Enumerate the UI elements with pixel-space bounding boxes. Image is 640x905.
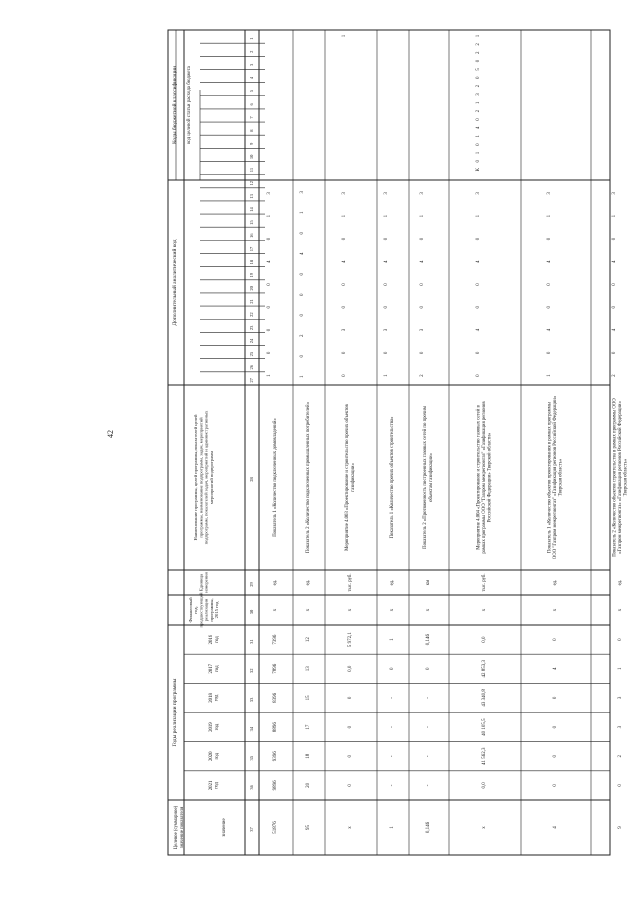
code-digit: 0 <box>476 237 481 241</box>
code-digit: 1 <box>420 214 425 218</box>
code-digit: 1 <box>342 214 347 218</box>
code-digit: 3 <box>300 191 305 194</box>
header-fin-year: реализации <box>203 598 209 622</box>
code-digit: 2 <box>612 374 617 377</box>
budget-code-digit: 5 <box>476 68 481 71</box>
code-digit: 0 <box>342 283 347 286</box>
code-digit: 3 <box>547 192 552 195</box>
year-label: год <box>214 752 220 760</box>
row-year-value: 1 <box>390 638 395 641</box>
code-digit: 0 <box>300 232 305 235</box>
code-digit: 0 <box>612 283 617 286</box>
code-digit: 0 <box>612 351 617 355</box>
code-digit: 3 <box>384 192 389 195</box>
column-number: 7 <box>249 116 254 119</box>
code-digit: 0 <box>342 374 347 377</box>
column-number: 31 <box>249 639 254 644</box>
year-label: 2018 <box>209 693 215 703</box>
row-year-value: 13 <box>306 666 311 672</box>
row-year-value: 17 <box>306 724 311 730</box>
header-name: мероприятий подпрограмм <box>208 451 214 504</box>
column-number: 1 <box>249 37 254 40</box>
column-number: 6 <box>249 103 254 106</box>
budget-code-digit: 2 <box>476 51 481 54</box>
row-target: 95 <box>306 825 311 830</box>
code-digit: 0 <box>420 351 425 355</box>
code-digit: 0 <box>300 293 305 296</box>
header-fin-year: Финансовый <box>187 597 193 623</box>
code-digit: 1 <box>476 214 481 218</box>
header-value: значение <box>222 818 227 837</box>
row-name: Показатель 1 «Количество подключенных домовладений» <box>273 418 278 537</box>
code-digit: 3 <box>384 328 389 332</box>
row-base-year: х <box>482 608 487 612</box>
code-digit: 2 <box>300 334 305 337</box>
code-digit: 0 <box>267 306 272 309</box>
column-number: 30 <box>249 609 254 615</box>
code-digit: 1 <box>384 374 389 377</box>
row-year-value: 3 <box>618 696 623 700</box>
code-digit: 0 <box>476 306 481 309</box>
header-name: программы, наименование подпрограмм, задач, мероприятий <box>198 417 204 538</box>
row-year-value: 8896 <box>273 722 278 733</box>
code-digit: 1 <box>300 375 305 378</box>
header-additional-code: Дополнительный аналитический код <box>172 239 178 326</box>
code-digit: 4 <box>476 328 481 332</box>
row-year-value: 0 <box>553 784 558 787</box>
code-digit: 1 <box>547 214 552 218</box>
code-digit: 0 <box>420 306 425 309</box>
row-year-value: 42 853,3 <box>482 660 487 678</box>
code-digit: 0 <box>476 283 481 286</box>
code-digit: 3 <box>420 328 425 332</box>
row-unit: ед. <box>553 579 558 586</box>
row-target: 4 <box>553 826 558 829</box>
column-number: 3 <box>249 63 254 66</box>
row-name: Тверская область» <box>623 458 629 497</box>
column-number: 24 <box>249 338 254 344</box>
year-label: год <box>214 694 220 702</box>
column-number: 20 <box>249 286 254 291</box>
year-label: 2016 <box>209 634 215 645</box>
row-year-value: 7396 <box>273 634 278 645</box>
budget-code-digit: 2 <box>476 43 481 46</box>
budget-code-digit: 4 <box>476 126 481 130</box>
column-number: 37 <box>249 827 254 832</box>
column-number: 21 <box>249 299 254 304</box>
code-digit: 1 <box>547 374 552 377</box>
row-unit: тыс. руб. <box>348 573 353 592</box>
year-label: год <box>214 723 220 731</box>
row-name: Показатель 2 «Количество объектов строительства в рамках программы ООО <box>612 398 618 557</box>
row-year-value: 40 105,5 <box>482 718 487 736</box>
code-digit: 0 <box>547 283 552 286</box>
column-number: 18 <box>249 259 254 265</box>
code-digit: 0 <box>300 355 305 358</box>
code-digit: 0 <box>547 306 552 309</box>
row-base-year: х <box>273 608 278 612</box>
budget-code-digit: 3 <box>476 93 481 96</box>
budget-code-digit: К <box>476 167 481 172</box>
row-name: газификации» <box>350 463 356 492</box>
row-year-value: 0 <box>553 638 558 641</box>
row-unit: ед. <box>618 579 623 586</box>
budget-code-digit: 0 <box>476 160 481 163</box>
code-digit: 0 <box>384 351 389 355</box>
budget-code-digit: 1 <box>476 134 481 138</box>
code-digit: 0 <box>476 351 481 355</box>
row-year-value: - <box>390 784 395 787</box>
budget-code-digit: 1 <box>342 34 347 38</box>
row-target: х <box>482 826 487 829</box>
row-year-value: 12 <box>306 637 311 643</box>
column-number: 26 <box>249 365 254 370</box>
code-digit: 3 <box>267 192 272 195</box>
header-name: подпрограмм, показателей задач, мероприятий и административных <box>203 410 209 545</box>
year-label: год <box>214 782 220 789</box>
code-digit: 0 <box>420 237 425 241</box>
row-unit: км <box>426 579 431 586</box>
column-number: 22 <box>249 312 254 317</box>
column-number: 19 <box>249 272 254 278</box>
header-years: Годы реализации программы <box>172 678 178 747</box>
code-digit: 0 <box>384 306 389 309</box>
row-year-value: 0 <box>426 667 431 670</box>
code-digit: 0 <box>384 283 389 286</box>
row-target: 9 <box>618 826 623 829</box>
row-name: рамках программы ООО "Газпром межрегионгаз" «Газификация регионов <box>482 401 487 554</box>
row-year-value: - <box>426 726 431 728</box>
code-digit: 0 <box>342 237 347 241</box>
row-year-value: - <box>426 784 431 787</box>
row-target: х <box>348 826 353 829</box>
row-year-value: - <box>390 697 395 699</box>
code-digit: 1 <box>300 211 305 214</box>
row-year-value: - <box>390 726 395 728</box>
code-digit: 0 <box>384 237 389 241</box>
code-digit: 4 <box>547 328 552 332</box>
row-year-value: 0 <box>348 725 353 729</box>
code-digit: 2 <box>420 374 425 377</box>
row-year-value: 0,0 <box>482 782 487 789</box>
row-year-value: 0 <box>553 755 558 758</box>
row-year-value: 43 340,8 <box>482 689 487 707</box>
header-unit: Единица <box>198 573 204 592</box>
row-year-value: - <box>426 697 431 699</box>
row-name: ООО "Газпром межрегионгаз" «Газификация регионов Российской Федерации» <box>553 395 558 560</box>
code-digit: 4 <box>476 260 481 263</box>
code-digit: 3 <box>342 192 347 195</box>
row-year-value: 0 <box>553 725 558 729</box>
row-year-value: 7896 <box>273 663 278 674</box>
column-number: 29 <box>249 582 254 587</box>
row-year-value: 20 <box>306 782 311 788</box>
row-year-value: 18 <box>306 753 311 759</box>
row-base-year: х <box>426 608 431 612</box>
row-unit: ед. <box>390 579 395 586</box>
row-unit: тыс. руб. <box>482 573 487 592</box>
row-year-value: 8396 <box>273 692 278 703</box>
row-year-value: 41 562,3 <box>482 747 487 765</box>
column-number: 2 <box>249 50 254 53</box>
row-base-year: х <box>390 608 395 612</box>
header-name: Наименование программы, целей программы,показателей целей <box>193 414 199 541</box>
budget-code-digit: 1 <box>476 34 481 38</box>
year-label: 2021 <box>209 780 215 791</box>
header-target: значение показателя <box>179 806 185 849</box>
code-digit: 4 <box>384 260 389 263</box>
code-digit: 0 <box>612 306 617 309</box>
year-label: год <box>214 665 220 673</box>
code-digit: 0 <box>547 237 552 241</box>
code-digit: 4 <box>547 260 552 263</box>
column-number: 33 <box>249 697 254 703</box>
code-digit: 0 <box>547 351 552 355</box>
row-year-value: 4 <box>553 667 558 670</box>
budget-code-digit: 0 <box>476 76 481 80</box>
code-digit: 0 <box>267 328 272 332</box>
code-digit: 0 <box>300 273 305 276</box>
column-number: 14 <box>249 207 254 212</box>
budget-code-digit: 1 <box>476 101 481 105</box>
year-label: год <box>214 636 220 643</box>
table-border <box>168 30 610 855</box>
column-number: 16 <box>249 233 254 239</box>
header-fin-year: предшествующий <box>198 592 204 628</box>
budget-code-digit: 2 <box>476 109 481 113</box>
column-number: 4 <box>249 76 254 80</box>
column-number: 10 <box>249 154 254 160</box>
code-digit: 1 <box>267 374 272 377</box>
row-year-value: 9396 <box>273 751 278 762</box>
column-number: 13 <box>249 194 254 199</box>
code-digit: 0 <box>267 237 272 241</box>
row-target: 51876 <box>273 821 278 834</box>
header-fin-year: программы, <box>208 598 214 622</box>
header-fin-year: 2015 год <box>214 601 220 619</box>
code-digit: 3 <box>476 192 481 195</box>
year-label: 2017 <box>209 663 215 674</box>
column-number: 12 <box>249 180 254 186</box>
row-year-value: - <box>390 755 395 758</box>
code-digit: 0 <box>300 314 305 317</box>
row-base-year: х <box>348 608 353 612</box>
header-fin-year: год, <box>193 606 199 614</box>
row-name: объектам газификации» <box>428 453 434 502</box>
row-name: Российской Федерации» Тверской области» <box>487 432 493 523</box>
row-year-value: 5 972,1 <box>348 632 353 648</box>
code-digit: 0 <box>476 374 481 377</box>
row-year-value: 3 <box>618 725 623 729</box>
header-expense-article: код целевой статьи расхода бюджета <box>187 66 192 144</box>
page-number: 42 <box>106 430 115 438</box>
row-year-value: 9896 <box>273 780 278 791</box>
code-digit: 3 <box>612 192 617 195</box>
column-number: 9 <box>249 142 254 145</box>
row-name: Показатель 2 «Количество подключенных промышленных потребителей» <box>306 401 311 554</box>
column-number: 11 <box>249 167 254 173</box>
row-name: Тверская область» <box>558 458 564 497</box>
row-year-value: 0 <box>390 667 395 670</box>
row-name: Показатель 2 «Протяженность построенных газовых сетей по прочим <box>423 406 429 549</box>
column-number: 5 <box>249 90 254 93</box>
code-digit: 4 <box>300 252 305 255</box>
header-target: Целевое (суммарное) <box>174 805 180 850</box>
row-year-value: 0,0 <box>482 636 487 643</box>
code-digit: 1 <box>267 214 272 218</box>
code-digit: 0 <box>342 306 347 309</box>
column-number: 8 <box>249 129 254 132</box>
column-number: 32 <box>249 668 254 673</box>
code-digit: 1 <box>612 214 617 218</box>
row-name: Показатель 1 «Количество прочих объектов строительства» <box>390 416 395 539</box>
row-year-value: - <box>426 755 431 758</box>
column-number: 27 <box>249 378 254 383</box>
row-name: Мероприятие 4.004 «Проектирование и строительство газовых сетей в <box>476 405 482 550</box>
code-digit: 4 <box>267 260 272 263</box>
row-year-value: 0,146 <box>426 633 431 646</box>
budget-code-digit: 0 <box>476 143 481 146</box>
code-digit: 4 <box>420 260 425 263</box>
budget-code-digit: 0 <box>476 59 481 63</box>
column-number: 25 <box>249 351 254 357</box>
code-digit: 4 <box>342 260 347 263</box>
row-name: «Газпром межрегионгаз» «Газификация регионов Российской Федерации» <box>618 401 623 554</box>
column-number: 17 <box>249 246 254 252</box>
row-name: Мероприятие 4.003 «Проектирование и строительство прочих объектов <box>345 404 351 551</box>
code-digit: 3 <box>342 328 347 332</box>
header-unit: измерения <box>203 572 209 593</box>
row-base-year: х <box>618 608 623 612</box>
row-base-year: х <box>306 608 311 612</box>
row-year-value: 0 <box>348 755 353 758</box>
row-year-value: 0,0 <box>348 665 353 672</box>
code-digit: 0 <box>612 237 617 241</box>
row-year-value: 0 <box>618 784 623 787</box>
row-target: 0,146 <box>426 821 431 834</box>
code-digit: 4 <box>612 328 617 332</box>
row-target: 1 <box>390 826 395 829</box>
column-number: 23 <box>249 325 254 331</box>
column-number: 36 <box>249 785 254 790</box>
row-base-year: х <box>553 608 558 612</box>
row-unit: ед. <box>273 579 278 586</box>
row-year-value: 2 <box>618 755 623 758</box>
code-digit: 3 <box>420 192 425 195</box>
header-budget-codes: Коды бюджетной классификации <box>172 66 178 144</box>
column-number: 15 <box>249 220 254 225</box>
row-year-value: 0 <box>618 638 623 641</box>
row-year-value: 0 <box>553 696 558 700</box>
budget-code-digit: 1 <box>476 151 481 155</box>
year-label: 2019 <box>209 722 215 732</box>
row-unit: ед. <box>306 579 311 586</box>
year-label: 2020 <box>209 751 215 762</box>
code-digit: 0 <box>267 283 272 286</box>
row-year-value: 0 <box>348 784 353 787</box>
row-year-value: 1 <box>618 667 623 670</box>
budget-code-digit: 2 <box>476 84 481 88</box>
row-year-value: 15 <box>306 695 311 701</box>
code-digit: 0 <box>267 351 272 355</box>
code-digit: 0 <box>420 283 425 286</box>
code-digit: 0 <box>342 351 347 355</box>
row-name: Показатель 1 «Количество объектов проектирования в рамках программы <box>547 402 553 553</box>
code-digit: 4 <box>612 260 617 263</box>
row-year-value: 0 <box>348 696 353 700</box>
column-number: 35 <box>249 756 254 761</box>
column-number: 28 <box>249 477 254 482</box>
budget-code-digit: 0 <box>476 118 481 121</box>
column-number: 34 <box>249 726 254 732</box>
code-digit: 1 <box>384 214 389 218</box>
